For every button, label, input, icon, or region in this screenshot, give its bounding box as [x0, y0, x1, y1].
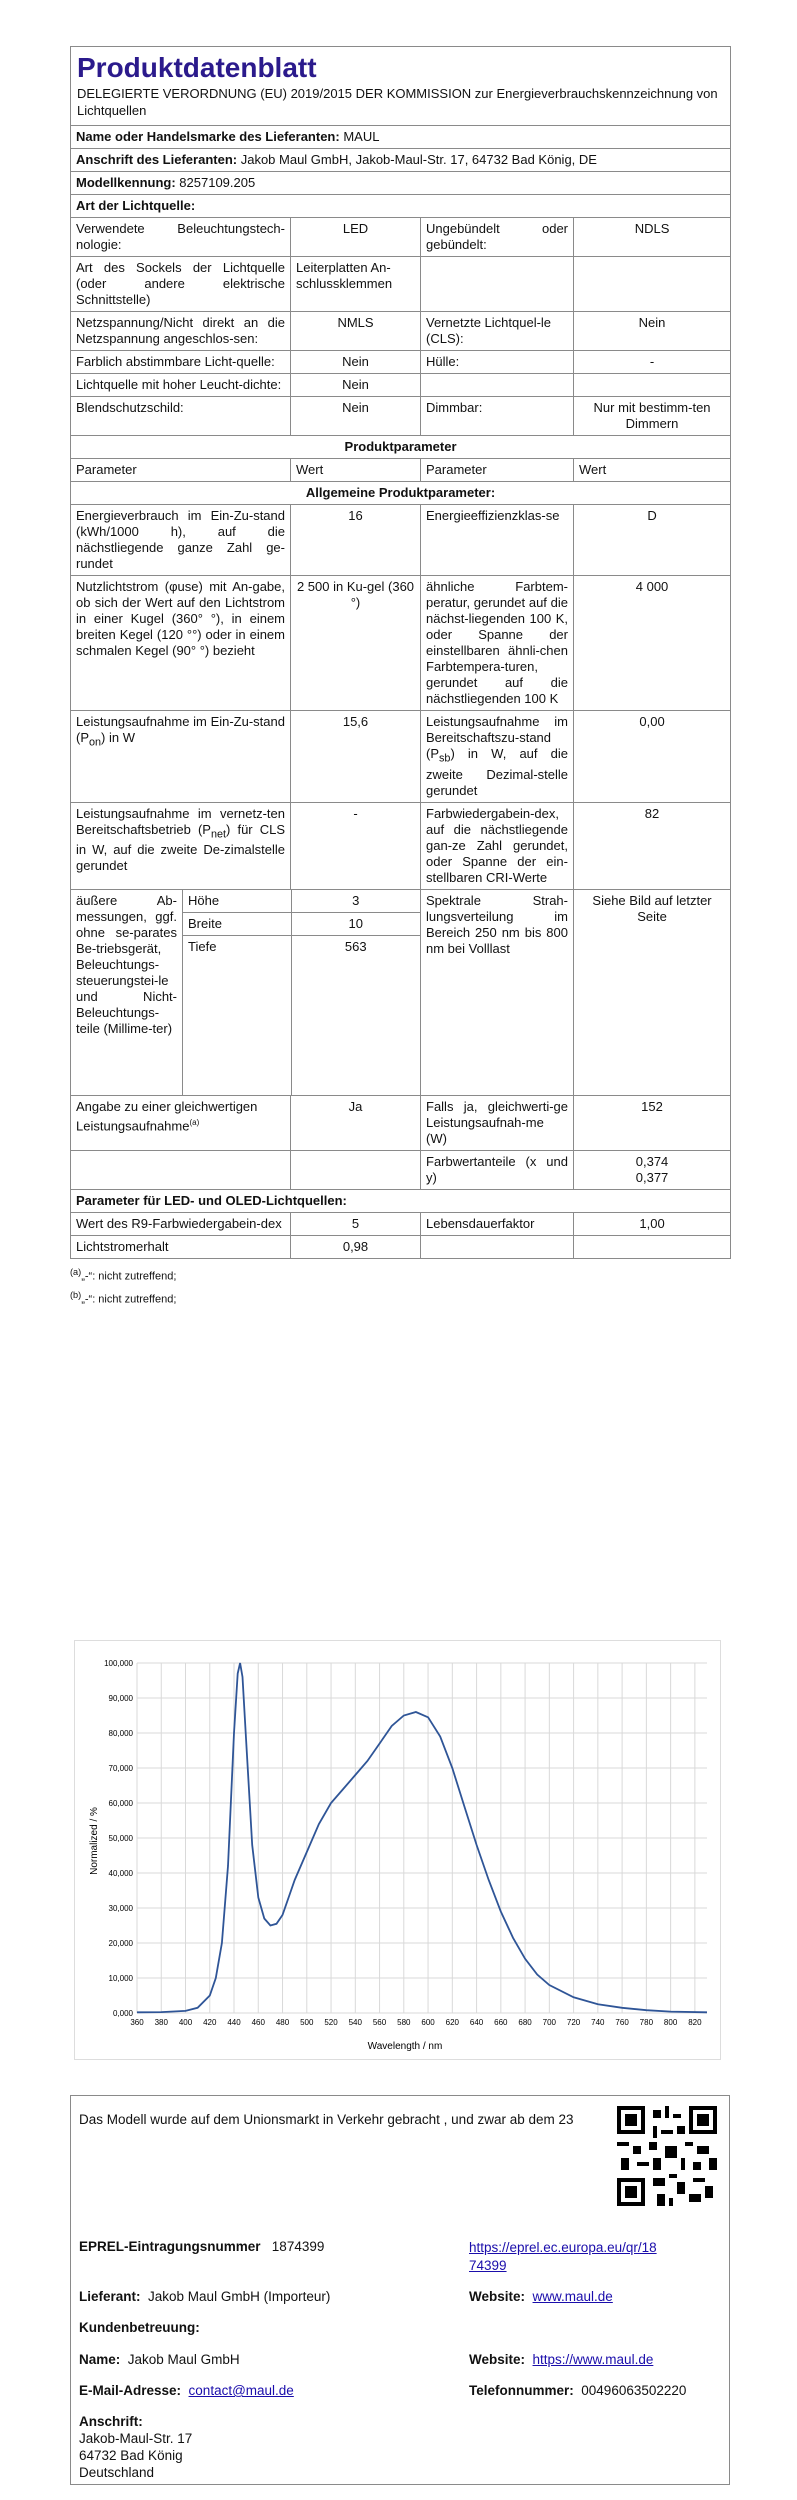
qr-code-icon[interactable] — [617, 2106, 717, 2206]
colour-label: Farblich abstimmbare Licht-quelle: — [71, 351, 291, 374]
x-tick-label: 460 — [251, 2018, 265, 2027]
x-tick-label: 520 — [324, 2018, 338, 2027]
pnet-row — [71, 802, 731, 889]
col-value-2: Wert — [574, 459, 731, 482]
website2-link[interactable]: https://www.maul.de — [532, 2352, 654, 2367]
x-tick-label: 740 — [591, 2018, 605, 2027]
email-link[interactable]: contact@maul.de — [188, 2383, 294, 2398]
pnet-value: - — [291, 802, 421, 889]
supplier-address-value: Jakob Maul GmbH, Jakob-Maul-Str. 17, 64732 Bad König, DE — [240, 152, 597, 167]
website-label: Website: — [469, 2289, 526, 2304]
dims-label: äußere Ab-messungen, ggf. ohne se-parates Be-triebsgerät, Beleuchtungs-steuerungstei-le und Nicht-Beleuchtungs-teile (Millime-ter) — [71, 889, 183, 1096]
x-tick-label: 380 — [154, 2018, 168, 2027]
y-tick-label: 80,000 — [108, 1729, 133, 1738]
market-text: Das Modell wurde auf dem Unionsmarkt in Verkehr gebracht , und zwar ab dem 23 — [79, 2112, 574, 2127]
hlum-value: Nein — [291, 374, 421, 397]
col-value-1: Wert — [291, 459, 421, 482]
height-label: Höhe — [183, 890, 291, 913]
x-tick-label: 800 — [663, 2018, 678, 2027]
x-tick-label: 580 — [397, 2018, 411, 2027]
mains-row — [71, 312, 731, 351]
cri-label: Farbwiedergabein-dex, auf die nächstliegende gan-ze Zahl gerundet, oder Spanne der ein-stellbaren CRI-Werte — [421, 802, 574, 889]
x-tick-label: 780 — [639, 2018, 654, 2027]
class-label: Energieeffizienzklas-se — [421, 505, 574, 576]
cls-value: Nein — [574, 312, 731, 351]
dims-row — [71, 889, 731, 1096]
energy-value: 16 — [291, 505, 421, 576]
depth-label: Tiefe — [183, 935, 291, 1095]
page-title: Produktdatenblatt — [77, 52, 317, 83]
x-tick-label: 480 — [275, 2018, 290, 2027]
envelope-label: Hülle: — [421, 351, 574, 374]
tech-value: LED — [291, 218, 421, 257]
dimmable-label: Dimmbar: — [421, 397, 574, 436]
x-tick-label: 660 — [494, 2018, 508, 2027]
width-label: Breite — [183, 912, 291, 935]
params-section: Produktparameter — [71, 436, 731, 459]
r9-value: 5 — [291, 1213, 421, 1236]
x-tick-label: 700 — [542, 2018, 557, 2027]
y-tick-label: 30,000 — [108, 1904, 133, 1913]
maint-value: 0,98 — [291, 1236, 421, 1259]
y-tick-label: 40,000 — [108, 1869, 133, 1878]
socket-label: Art des Sockels der Lichtquelle (oder andere elektrische Schnittstelle) — [71, 257, 291, 312]
psb-value: 0,00 — [574, 711, 731, 803]
website2-label: Website: — [469, 2352, 526, 2367]
col-param-1: Parameter — [71, 459, 291, 482]
tech-label: Verwendete Beleuchtungstech-nologie: — [71, 218, 291, 257]
socket-row — [71, 257, 731, 312]
equiv-row — [71, 1096, 731, 1151]
spd-value: Siehe Bild auf letzter Seite — [574, 889, 731, 1096]
led-section-row — [71, 1190, 731, 1213]
y-tick-label: 60,000 — [108, 1799, 133, 1808]
dimmable-value: Nur mit bestimm-ten Dimmern — [574, 397, 731, 436]
model-value: 8257109.205 — [179, 175, 256, 190]
height-value: 3 — [291, 890, 420, 913]
model-label: Modellkennung: — [76, 175, 176, 190]
chroma-y: 0,377 — [635, 1170, 669, 1186]
y-tick-label: 0,000 — [112, 2009, 133, 2018]
eprel-value: 1874399 — [271, 2239, 325, 2254]
x-axis-label: Wavelength / nm — [367, 2041, 443, 2052]
general-section: Allgemeine Produktparameter: — [71, 482, 731, 505]
equiv-label: Angabe zu einer gleichwertigen Leistungsaufnahme$^{(a)}$ — [71, 1096, 291, 1151]
y-axis-label: Normalized / % — [89, 1807, 100, 1875]
params-header-row — [71, 459, 731, 482]
params-section-row — [71, 436, 731, 459]
customer-care-label: Kundenbetreuung: — [79, 2320, 200, 2335]
address-label: Anschrift: — [79, 2414, 143, 2429]
maint-label: Lichtstromerhalt — [71, 1236, 291, 1259]
chroma-values — [574, 1151, 731, 1190]
energy-row — [71, 505, 731, 576]
x-tick-label: 400 — [178, 2018, 193, 2027]
footnote-b: $^{(b)}$„-“: nicht zutreffend; — [70, 1289, 177, 1306]
y-tick-label: 50,000 — [108, 1834, 133, 1843]
website-link[interactable]: www.maul.de — [532, 2289, 613, 2304]
x-tick-label: 440 — [227, 2018, 241, 2027]
y-tick-label: 10,000 — [108, 1974, 133, 1983]
datasheet — [70, 46, 730, 1308]
width-value: 10 — [291, 912, 420, 935]
cls-label: Vernetzte Lichtquel-le (CLS): — [421, 312, 574, 351]
supplier-address-label: Anschrift des Lieferanten: — [76, 152, 238, 167]
flux-value: 2 500 in Ku-gel (360 °) — [291, 576, 421, 711]
class-value: D — [574, 505, 731, 576]
chroma-x: 0,374 — [635, 1154, 669, 1170]
r9-label: Wert des R9-Farbwiedergabein-dex — [71, 1213, 291, 1236]
glare-row — [71, 397, 731, 436]
y-tick-label: 20,000 — [108, 1939, 133, 1948]
phone-label: Telefonnummer: — [469, 2383, 574, 2398]
eprel-link[interactable]: https://eprel.ec.europa.eu/qr/18 74399 — [469, 2240, 657, 2273]
datasheet-table — [70, 46, 731, 1259]
light-source-section-row — [71, 195, 731, 218]
x-tick-label: 600 — [421, 2018, 435, 2027]
x-tick-label: 560 — [372, 2018, 387, 2027]
maint-row — [71, 1236, 731, 1259]
x-tick-label: 420 — [203, 2018, 217, 2027]
supplier-name-value: MAUL — [343, 129, 380, 144]
equiv-power-value: 152 — [574, 1096, 731, 1151]
supplier-address-row — [71, 149, 731, 172]
pon-label: Leistungsaufnahme im Ein-Zu-stand $(P_{on})$ in W — [71, 711, 291, 803]
pon-value: 15,6 — [291, 711, 421, 803]
header-row — [71, 47, 731, 126]
email-label: E-Mail-Adresse: — [79, 2383, 182, 2398]
envelope-value: - — [574, 351, 731, 374]
glare-label: Blendschutzschild: — [71, 397, 291, 436]
address-line-2: 64732 Bad König — [79, 2448, 183, 2463]
y-tick-label: 100,000 — [104, 1659, 133, 1668]
mains-label: Netzspannung/Nicht direkt an die Netzspannung angeschlos-sen: — [71, 312, 291, 351]
led-section: Parameter für LED- und OLED-Lichtquellen: — [71, 1190, 731, 1213]
x-tick-label: 500 — [300, 2018, 314, 2027]
contact-panel — [70, 2095, 730, 2485]
equiv-power-label: Falls ja, gleichwerti-ge Leistungsaufnah-me (W) — [421, 1096, 574, 1151]
glare-value: Nein — [291, 397, 421, 436]
regulation-text: DELEGIERTE VERORDNUNG (EU) 2019/2015 DER KOMMISSION zur Energieverbrauchskennzeichnung von Lichtquellen — [77, 86, 718, 118]
cri-value: 82 — [574, 802, 731, 889]
x-tick-label: 540 — [348, 2018, 362, 2027]
ndls-value: NDLS — [574, 218, 731, 257]
depth-value: 563 — [344, 938, 367, 954]
hlum-label: Lichtquelle mit hoher Leucht-dichte: — [71, 374, 291, 397]
equiv-value: Ja — [291, 1096, 421, 1151]
dims-subtable — [183, 890, 420, 1096]
phone-value: 00496063502220 — [581, 2383, 687, 2398]
supplier-name-row — [71, 126, 731, 149]
supplier-name-label: Name oder Handelsmarke des Lieferanten: — [76, 129, 340, 144]
spd-label: Spektrale Strah-lungsverteilung im Bereich 250 nm bis 800 nm bei Volllast — [421, 889, 574, 1096]
x-tick-label: 640 — [469, 2018, 484, 2027]
power-on-row — [71, 711, 731, 803]
colour-row — [71, 351, 731, 374]
ndls-label: Ungebündelt oder gebündelt: — [421, 218, 574, 257]
r9-row — [71, 1213, 731, 1236]
pnet-label: Leistungsaufnahme im vernetz-ten Bereitschaftsbetrieb $(P_{net})$ für CLS in W, auf die zweite De-zimalstelle gerundet — [71, 802, 291, 889]
address-line-1: Jakob-Maul-Str. 17 — [79, 2431, 193, 2446]
chroma-label: Farbwertanteile (x und y) — [421, 1151, 574, 1190]
life-value: 1,00 — [574, 1213, 731, 1236]
spectrum-chart — [74, 1640, 721, 2060]
general-section-row — [71, 482, 731, 505]
name-label: Name: — [79, 2352, 121, 2367]
x-tick-label: 820 — [688, 2018, 702, 2027]
footnotes — [70, 1263, 730, 1308]
socket-value: Leiterplatten An-schlussklemmen — [291, 257, 421, 312]
col-param-2: Parameter — [421, 459, 574, 482]
tech-row — [71, 218, 731, 257]
mains-value: NMLS — [291, 312, 421, 351]
x-tick-label: 720 — [566, 2018, 581, 2027]
cct-value: 4 000 — [574, 576, 731, 711]
spectrum-chart-svg — [75, 1641, 720, 2059]
model-row — [71, 172, 731, 195]
x-tick-label: 680 — [518, 2018, 532, 2027]
name-value: Jakob Maul GmbH — [127, 2352, 240, 2367]
address-line-3: Deutschland — [79, 2465, 155, 2480]
chroma-row — [71, 1151, 731, 1190]
eprel-label: EPREL-Eintragungsnummer — [79, 2239, 261, 2254]
flux-row — [71, 576, 731, 711]
psb-label: Leistungsaufnahme im Bereitschaftszu-stand $(P_{sb})$ in W, auf die zweite Dezimal-stelle gerundet — [421, 711, 574, 803]
energy-label: Energieverbrauch im Ein-Zu-stand (kWh/1000 h), auf die nächstliegende ganze Zahl ge-rundet — [71, 505, 291, 576]
supplier-value: Jakob Maul GmbH (Importeur) — [148, 2289, 331, 2304]
y-tick-label: 70,000 — [108, 1764, 133, 1773]
y-tick-label: 90,000 — [108, 1694, 133, 1703]
flux-label: Nutzlichtstrom (φuse) mit An-gabe, ob sich der Wert auf den Lichtstrom in einer Kugel (360° °), in einem breiten Kegel (120 °°) oder in einem schmalen Kegel (90° °) bezieht — [71, 576, 291, 711]
life-label: Lebensdauerfaktor — [421, 1213, 574, 1236]
supplier-label: Lieferant: — [79, 2289, 141, 2304]
cct-label: ähnliche Farbtem-peratur, gerundet auf die nächst-liegenden 100 K, oder Spanne der einstellbaren ähnli-chen Farbtempera-turen, gerundet auf die nächstliegenden 100 K — [421, 576, 574, 711]
colour-value: Nein — [291, 351, 421, 374]
x-tick-label: 360 — [130, 2018, 144, 2027]
x-tick-label: 760 — [615, 2018, 629, 2027]
hlum-row — [71, 374, 731, 397]
light-source-section: Art der Lichtquelle: — [71, 195, 731, 218]
x-tick-label: 620 — [445, 2018, 459, 2027]
footnote-a: $^{(a)}$„-“: nicht zutreffend; — [70, 1267, 177, 1283]
